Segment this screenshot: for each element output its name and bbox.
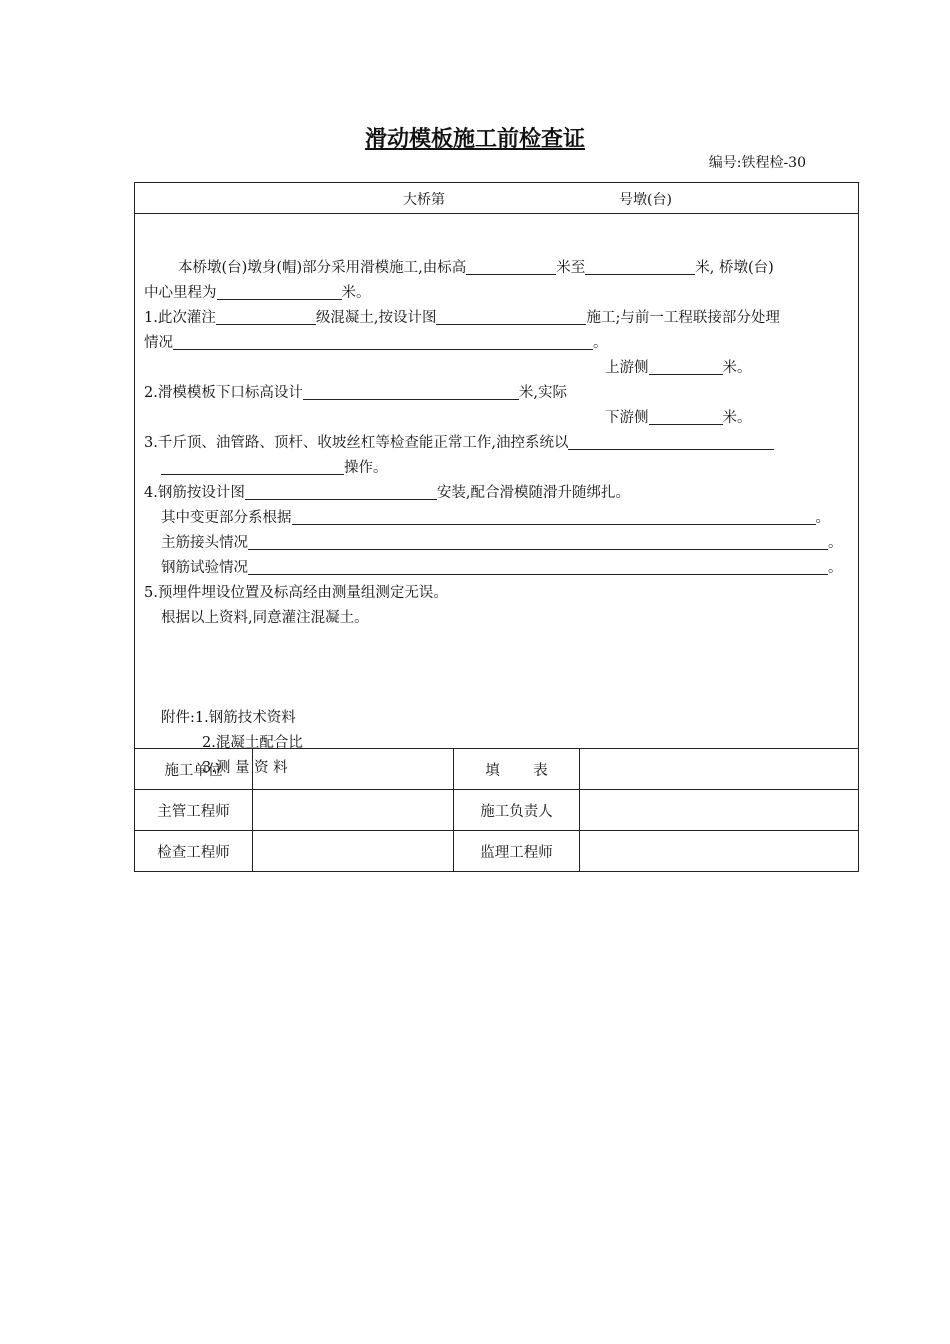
supervision-engineer-label: 监理工程师 bbox=[454, 831, 580, 872]
item-4-change-line: 其中变更部分系根据 。 bbox=[161, 510, 830, 526]
change-basis-field[interactable] bbox=[292, 508, 816, 525]
elevation-to-field[interactable] bbox=[585, 258, 695, 275]
inspection-engineer-field[interactable] bbox=[253, 831, 454, 872]
form-code: 编号:铁程检-30 bbox=[708, 155, 806, 171]
attachment-1: 附件:1.钢筋技术资料 bbox=[161, 710, 296, 726]
signature-row bbox=[135, 831, 858, 872]
formwork-elevation-field[interactable] bbox=[303, 383, 519, 400]
intro-line-2: 中心里程为 米。 bbox=[144, 285, 371, 301]
page-title: 滑动模板施工前检查证 bbox=[364, 126, 585, 152]
item-4-test-line: 钢筋试验情况 。 bbox=[161, 560, 843, 576]
construction-lead-label: 施工负责人 bbox=[454, 790, 580, 831]
rebar-drawing-field[interactable] bbox=[245, 483, 437, 500]
hydraulic-operator-field[interactable] bbox=[161, 458, 344, 475]
filled-by-label: 填 表 bbox=[454, 749, 580, 790]
construction-unit-label: 施工单位 bbox=[135, 749, 253, 790]
item-2-line: 2.滑模模板下口标高设计 米,实际 bbox=[144, 385, 567, 401]
form-header bbox=[135, 183, 858, 214]
center-mileage-field[interactable] bbox=[217, 283, 342, 300]
inspection-form bbox=[134, 182, 859, 872]
downstream-field[interactable] bbox=[649, 408, 723, 425]
signature-row bbox=[135, 790, 858, 831]
filled-by-field[interactable] bbox=[580, 749, 859, 790]
attachment-3: 3.测 量 资 料 bbox=[202, 760, 288, 776]
upstream-field[interactable] bbox=[649, 358, 723, 375]
item-5-line: 5.预埋件埋设位置及标高经由测量组测定无误。 bbox=[144, 585, 448, 601]
attachment-2: 2.混凝土配合比 bbox=[202, 735, 303, 751]
intro-line-1: 本桥墩(台)墩身(帽)部分采用滑模施工,由标高 米至 米, 桥墩(台) bbox=[178, 260, 774, 276]
construction-lead-field[interactable] bbox=[580, 790, 859, 831]
item-4-splice-line: 主筋接头情况 。 bbox=[161, 535, 843, 551]
conclusion-line: 根据以上资料,同意灌注混凝土。 bbox=[161, 610, 369, 626]
chief-engineer-field[interactable] bbox=[253, 790, 454, 831]
downstream-line: 下游侧 米。 bbox=[605, 410, 752, 426]
item-4-line: 4.钢筋按设计图 安装,配合滑模随滑升随绑扎。 bbox=[144, 485, 630, 501]
pier-label: 号墩(台) bbox=[619, 192, 672, 208]
item-1-line: 1.此次灌注 级混凝土,按设计图 施工;与前一工程联接部分处理 bbox=[144, 310, 780, 326]
design-drawing-field[interactable] bbox=[436, 308, 586, 325]
bridge-label: 大桥第 bbox=[403, 192, 445, 208]
concrete-grade-field[interactable] bbox=[216, 308, 316, 325]
item-3-line: 3.千斤顶、油管路、顶杆、收坡丝杠等检查能正常工作,油控系统以 bbox=[144, 431, 774, 456]
hydraulic-system-field[interactable] bbox=[568, 433, 774, 450]
upstream-line: 上游侧 米。 bbox=[605, 360, 752, 376]
elevation-from-field[interactable] bbox=[466, 258, 556, 275]
connection-treatment-field[interactable] bbox=[173, 333, 593, 350]
item-1-detail-line: 情况 。 bbox=[144, 335, 608, 351]
chief-engineer-label: 主管工程师 bbox=[135, 790, 253, 831]
inspection-engineer-label: 检查工程师 bbox=[135, 831, 253, 872]
rebar-test-field[interactable] bbox=[248, 558, 828, 575]
item-3-continued-line: 操作。 bbox=[161, 456, 388, 481]
splice-status-field[interactable] bbox=[248, 533, 828, 550]
supervision-engineer-field[interactable] bbox=[580, 831, 859, 872]
